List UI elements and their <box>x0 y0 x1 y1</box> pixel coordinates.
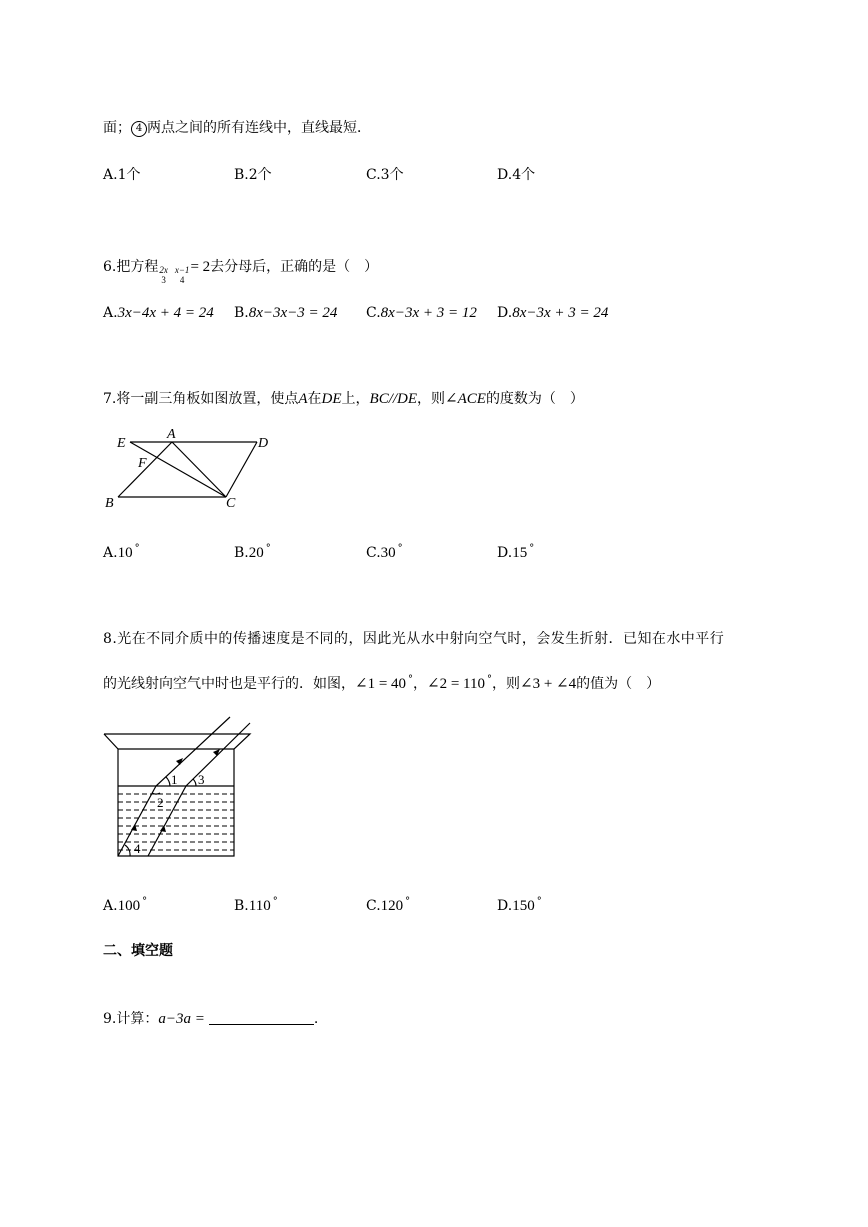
q9-end: . <box>313 1011 319 1027</box>
q6-prefix: 6.把方程 <box>103 259 159 275</box>
degree-sign: ° <box>487 674 493 685</box>
parallel-condition: BC//DE <box>369 391 418 407</box>
q6-option-c <box>366 304 477 322</box>
q8-separator: ， <box>413 676 428 692</box>
option-value: 30 <box>380 545 396 561</box>
option-label: C. <box>366 898 381 914</box>
degree-sign: ° <box>265 543 271 554</box>
label-d: D <box>258 436 269 451</box>
fraction-2 <box>175 265 190 285</box>
q6-option-d <box>497 304 608 322</box>
q5-option-a <box>103 166 140 184</box>
q5-option-b <box>234 166 272 184</box>
q8-option-c <box>366 893 410 915</box>
q6-suffix: 去分母后，正确的是（ ） <box>210 259 379 275</box>
q7-mid3: ，则 <box>417 391 446 407</box>
option-label: C. <box>366 305 381 321</box>
label-e: E <box>117 436 126 451</box>
option-value: 120 <box>380 898 404 914</box>
q7-option-a <box>103 540 140 562</box>
label-angle-2: 2 <box>157 795 164 810</box>
degree-sign: ° <box>397 543 403 554</box>
option-value: 10 <box>117 545 133 561</box>
segment-dc <box>226 442 257 497</box>
option-label: D. <box>497 545 513 561</box>
label-angle-3: 3 <box>198 772 205 787</box>
circled-number-value: 4 <box>135 123 143 134</box>
option-label: A. <box>103 167 118 183</box>
option-label: B. <box>234 167 249 183</box>
q7-mid2: 上， <box>341 391 370 407</box>
option-label: A. <box>103 545 118 561</box>
angle-ace: ∠ACE <box>445 391 486 407</box>
light-ray-2 <box>148 723 250 856</box>
q7-mid1: 在 <box>307 391 322 407</box>
option-value: 4个 <box>512 167 536 183</box>
q7-prefix: 7.将一副三角板如图放置，使点 <box>103 391 299 407</box>
option-value: 3x−4x + 4 = 24 <box>117 305 214 321</box>
option-value: 150 <box>512 898 535 914</box>
q8-statement-line1: 8.光在不同介质中的传播速度是不同的，因此光从水中射向空气时，会发生折射．已知在水中平行 <box>103 631 725 647</box>
q5-option-c <box>366 166 404 184</box>
option-label: C. <box>366 167 381 183</box>
degree-sign: ° <box>405 896 411 907</box>
q8-mid: ，则 <box>492 676 521 692</box>
point-a: A <box>298 391 308 407</box>
angle-3-arc <box>193 779 196 786</box>
option-label: C. <box>366 545 381 561</box>
q7-option-b <box>234 540 271 562</box>
q8-suffix: 的值为（ ） <box>576 676 661 692</box>
q8-option-b <box>234 893 278 915</box>
degree-sign: ° <box>134 543 140 554</box>
degree-sign: ° <box>142 896 148 907</box>
label-a: A <box>167 427 176 442</box>
degree-sign: ° <box>272 896 278 907</box>
option-value: 20 <box>248 545 264 561</box>
fraction-1 <box>159 265 168 285</box>
q9-statement <box>103 1010 318 1028</box>
degree-sign: ° <box>408 674 414 685</box>
ray-arrows <box>131 749 220 832</box>
angle-1-value: ∠1 = 40 <box>355 676 407 692</box>
segment-ac <box>172 442 226 497</box>
option-value: 1个 <box>117 167 141 183</box>
label-f: F <box>138 456 147 471</box>
q8-option-d <box>497 893 542 915</box>
circled-number <box>131 121 147 137</box>
label-c: C <box>226 496 236 511</box>
option-label: A. <box>103 898 118 914</box>
option-value: 110 <box>248 898 271 914</box>
option-value: 15 <box>512 545 528 561</box>
fraction-1-numerator: 2x <box>159 265 168 275</box>
option-label: A. <box>103 305 118 321</box>
answer-blank[interactable] <box>209 1010 314 1025</box>
q6-option-a <box>103 304 214 322</box>
equation-fractions <box>158 258 190 285</box>
angle-2-value: ∠2 = 110 <box>427 676 486 692</box>
q5-option-d <box>497 166 535 184</box>
option-value: 100 <box>117 898 141 914</box>
label-angle-1: 1 <box>171 772 178 787</box>
option-value: 3个 <box>380 167 404 183</box>
option-label: B. <box>234 898 249 914</box>
triangle-figure <box>100 425 290 515</box>
q6-statement <box>103 254 379 285</box>
option-value: 2个 <box>248 167 272 183</box>
q7-statement <box>103 390 584 408</box>
angle-2-arc <box>152 793 160 794</box>
angle-1-arc <box>166 777 170 786</box>
section-heading-fill-in: 二、填空题 <box>103 943 173 959</box>
fraction-2-numerator: x−1 <box>174 265 190 275</box>
q8-option-a <box>103 893 147 915</box>
label-b: B <box>105 496 114 511</box>
q7-suffix: 的度数为（ ） <box>485 391 584 407</box>
fraction-1-denominator: 3 <box>161 275 166 285</box>
option-value: 8x−3x + 3 = 24 <box>512 305 609 321</box>
option-label: B. <box>234 545 249 561</box>
angle-sum: ∠3 + ∠4 <box>520 676 577 692</box>
label-angle-4: 4 <box>134 841 141 856</box>
degree-sign: ° <box>529 543 535 554</box>
q6-option-b <box>234 304 337 322</box>
q5-text-after: 两点之间的所有连线中，直线最短． <box>147 120 371 136</box>
equation-rhs: = 2 <box>190 259 211 275</box>
option-value: 8x−3x−3 = 24 <box>248 305 338 321</box>
option-label: D. <box>497 898 513 914</box>
option-label: D. <box>497 167 513 183</box>
q8-line2-prefix: 的光线射向空气中时也是平行的．如图， <box>103 676 355 692</box>
q9-prefix: 9.计算： <box>103 1011 159 1027</box>
q7-option-c <box>366 540 403 562</box>
q7-option-d <box>497 540 534 562</box>
option-label: D. <box>497 305 513 321</box>
option-value: 8x−3x + 3 = 12 <box>380 305 477 321</box>
refraction-figure <box>100 715 260 865</box>
degree-sign: ° <box>536 896 542 907</box>
q9-expression: a−3a = <box>158 1011 205 1027</box>
segment-de: DE <box>321 391 342 407</box>
container-outline <box>104 734 250 856</box>
q5-text-before: 面； <box>103 120 131 136</box>
q5-statement-tail <box>103 119 371 137</box>
fraction-2-denominator: 4 <box>179 275 185 285</box>
option-label: B. <box>234 305 249 321</box>
q8-statement-line2 <box>103 671 660 693</box>
